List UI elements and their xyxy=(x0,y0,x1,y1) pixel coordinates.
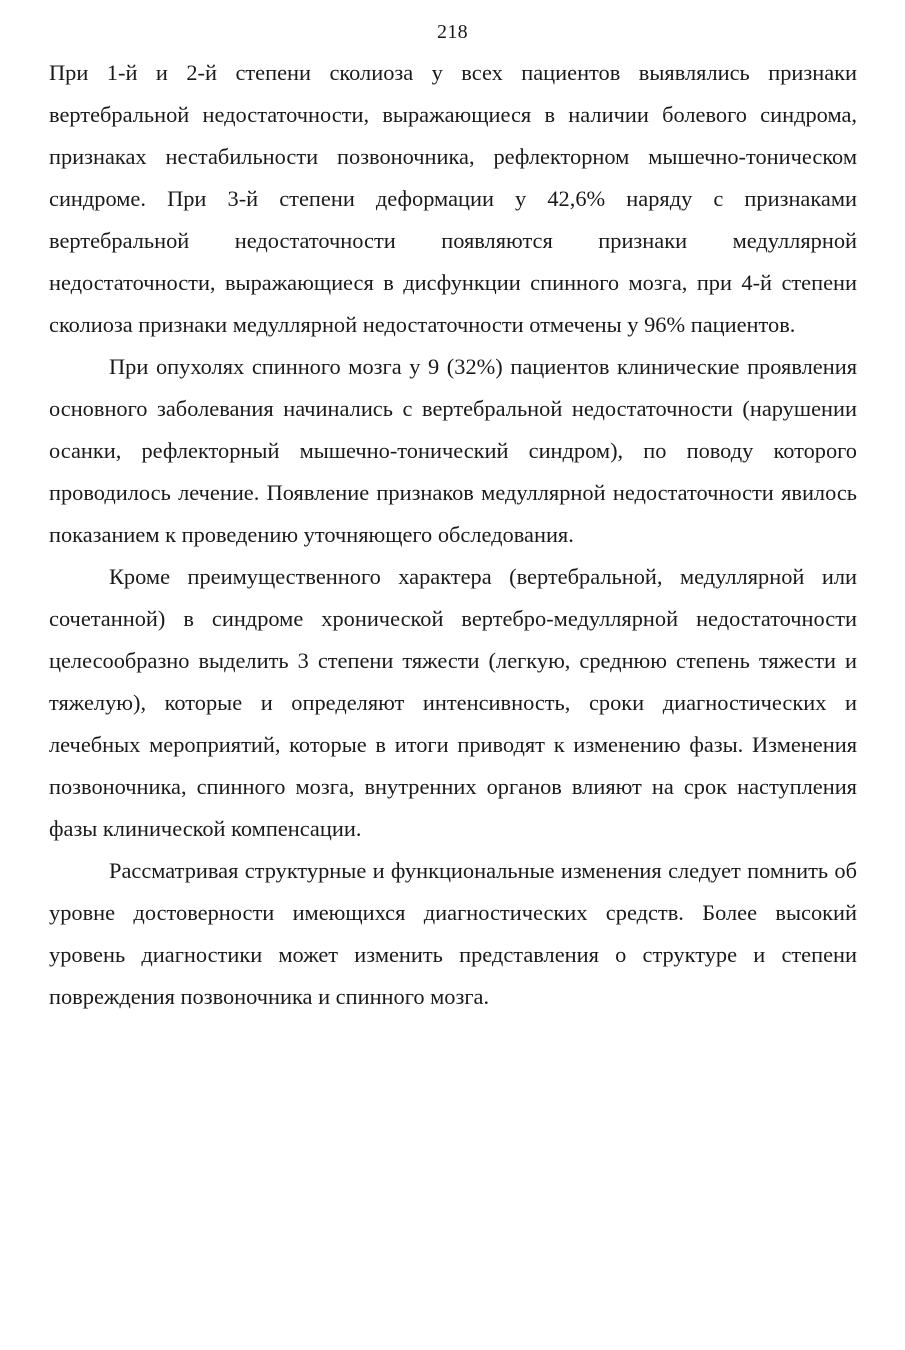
paragraph-2: При опухолях спинного мозга у 9 (32%) пациентов клинические проявления основного заболевания начинались с вертебральной недостаточности (нарушении осанки, рефлекторный мышечно-тонический синдром), по поводу которого проводилось лечение. Появление признаков медуллярной недостаточности явилось показанием к проведению уточняющего обследования. xyxy=(49,354,857,547)
body-text xyxy=(49,52,857,1018)
page-number: 218 xyxy=(437,21,468,43)
paragraph-4: Рассматривая структурные и функциональные изменения следует помнить об уровне достоверности имеющихся диагностических средств. Более высокий уровень диагностики может изменить представления о структуре и степени повреждения позвоночника и спинного мозга. xyxy=(49,858,857,1009)
paragraph-3: Кроме преимущественного характера (вертебральной, медуллярной или сочетанной) в синдроме хронической вертебро-медуллярной недостаточности целесообразно выделить 3 степени тяжести (легкую, среднюю степень тяжести и тяжелую), которые и определяют интенсивность, сроки диагностических и лечебных мероприятий, которые в итоги приводят к изменению фазы. Изменения позвоночника, спинного мозга, внутренних органов влияют на срок наступления фазы клинической компенсации. xyxy=(49,564,857,841)
paragraph-1: При 1-й и 2-й степени сколиоза у всех пациентов выявлялись признаки вертебральной недостаточности, выражающиеся в наличии болевого синдрома, признаках нестабильности позвоночника, рефлекторном мышечно-тоническом синдроме. При 3-й степени деформации у 42,6% наряду с признаками вертебральной недостаточности появляются признаки медуллярной недостаточности, выражающиеся в дисфункции спинного мозга, при 4-й степени сколиоза признаки медуллярной недостаточности отмечены у 96% пациентов. xyxy=(49,60,857,337)
